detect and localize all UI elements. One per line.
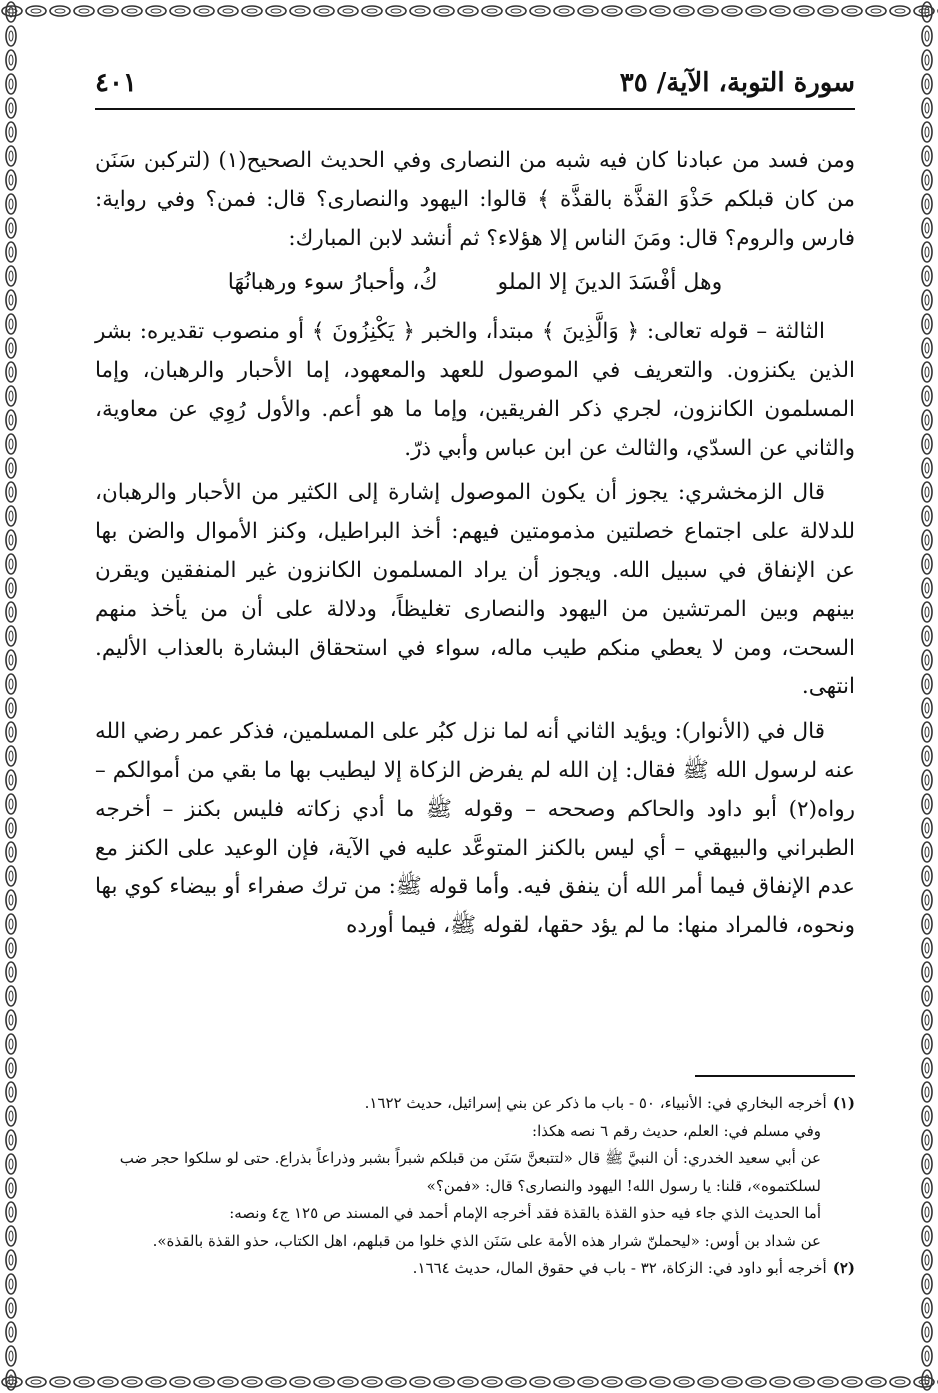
paragraph-2: الثالثة – قوله تعالى: ﴿ وَالَّذِينَ ﴾ مبتدأ، والخبر ﴿ يَكْنِزُونَ ﴾ أو منصوب تقديره: بشر الذين يكنزون. والتعريف في الموصول للعهد والمعهود، إما الأحبار والرهبان، وإما المسلمون الكانزون، لجري ذكر الفريقين، وإما ما هو أعم. والأول رُوِي عن معاوية، والثاني عن السدّي، والثالث عن ابن عباس وأبي ذرّ. [95,319,855,461]
footnote-2 [95,1255,855,1283]
footnote-2-line-1: أخرجه أبو داود في: الزكاة، ٣٢ - باب في حقوق المال، حديث ١٦٦٤. [412,1259,827,1277]
paragraph-1: ومن فسد من عبادنا كان فيه شبه من النصارى وفي الحديث الصحيح(١) (لتركبن سَنَن من كان قبلكم حَذْوَ القذَّة بالقذَّة ﴾ قالوا: اليهود والنصارى؟ قال: فمن؟ وفي رواية: فارس والروم؟ قال: ومَنَ الناس إلا هؤلاء؟ ثم أنشد لابن المبارك: [95,148,855,251]
decorative-border-bottom [0,1371,938,1393]
footnote-1 [95,1090,855,1118]
main-text [95,142,855,952]
footnote-1-line-2: وفي مسلم في: العلم، حديث رقم ٦ نصه هكذا: [532,1121,821,1140]
poem-first-hemistich: وهل أفْسَدَ الدينَ إلا الملو [497,270,723,296]
footnote-1-line-5: عن شداد بن أوس: «ليحملنّ شرار هذه الأمة على سَنَن الذي خلوا من قبلهم، اهل الكتاب، حذو القذة بالقذة». [152,1231,821,1250]
footnote-1-line-1: أخرجه البخاري في: الأنبياء، ٥٠ - باب ما ذكر عن بني إسرائيل، حديث ١٦٢٢. [364,1094,827,1112]
decorative-border-left [0,0,22,1393]
page-number: ٤٠١ [95,68,137,98]
poem-second-hemistich: كُ، وأحبارُ سوء ورهبانُهَا [227,270,438,296]
paragraph-4: قال في (الأنوار): ويؤيد الثاني أنه لما نزل كبُر على المسلمين، فذكر عمر رضي الله عنه لرسول الله ﷺ فقال: إن الله لم يفرض الزكاة إلا ليطيب بها ما بقي من أموالكم – رواه(٢) أبو داود والحاكم وصححه – وقوله ﷺ ما أدي زكاته فليس بكنز – أخرجه الطبراني والبيهقي – أي ليس بالكنز المتوعَّد عليه في الآية، فإن الوعيد على الكنز مع عدم الإنفاق فيما أمر الله أن ينفق فيه. وأما قوله ﷺ: من ترك صفراء أو بيضاء كوي بها ونحوه، فالمراد منها: ما لم يؤد حقها، لقوله ﷺ، فيما أورده [95,719,855,939]
book-page [95,60,855,1350]
footnote-divider [695,1075,855,1077]
footnote-1-line-4: أما الحديث الذي جاء فيه حذو القذة بالقذة فقد أخرجه الإمام أحمد في المسند ص ١٢٥ ج٤ ونصه: [229,1204,821,1222]
decorative-border-right [916,0,938,1393]
footnote-2-number: (٢) [832,1259,855,1277]
decorative-border-top [0,0,938,22]
running-header [95,60,855,110]
paragraph-3: قال الزمخشري: يجوز أن يكون الموصول إشارة إلى الكثير من الأحبار والرهبان، للدلالة على اجتماع خصلتين مذمومتين فيهم: أخذ البراطيل، وكنز الأموال والضن بها عن الإنفاق في سبيل الله. ويجوز أن يراد المسلمون الكانزون غير المنفقين ويقرن بينهم وبين المرتشين من اليهود والنصارى تغليظاً، ودلالة على أن من يأخذ منهم السحت، ومن لا يعطي منكم طيب ماله، سواء في استحقاق البشارة بالعذاب الأليم. انتهى. [95,480,855,700]
footnote-1-number: (١) [832,1094,855,1112]
running-title: سورة التوبة، الآية/ ٣٥ [619,68,855,98]
footnotes [95,1090,855,1283]
poem-verse [95,264,855,303]
footnote-1-line-3: عن أبي سعيد الخدري: أن النبيَّ ﷺ قال «لتتبعنَّ سَنَن من قبلكم شبراً بشبر وذراعاً بذراع. حتى لو سلكوا حجر ضب لسلكتموه»، قلنا: يا رسول الله! اليهود والنصارى؟ قال: «فمن؟» [119,1149,821,1195]
